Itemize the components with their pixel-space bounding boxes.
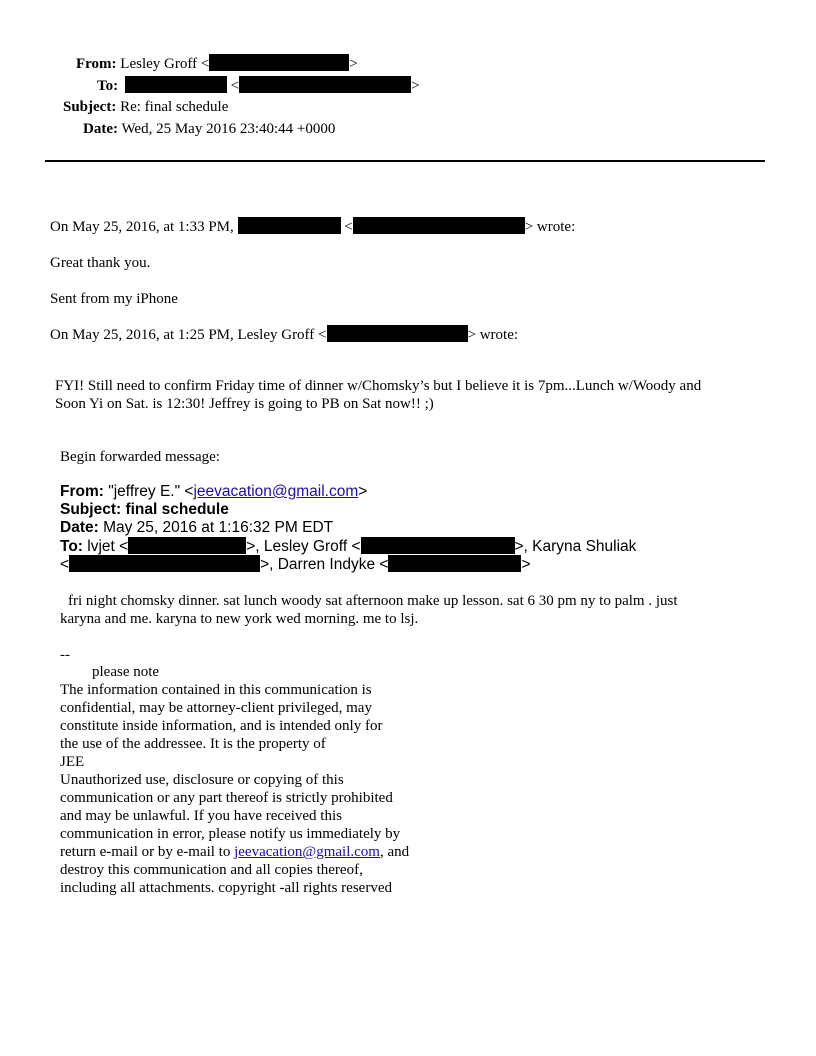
redaction-box xyxy=(128,537,246,554)
redaction-box xyxy=(125,76,227,93)
fwd-from-email-link[interactable]: jeevacation@gmail.com xyxy=(193,483,359,500)
thanks-line: Great thank you. xyxy=(50,255,151,271)
quote2-prefix: On May 25, 2016, at 1:25 PM, Lesley Groff < xyxy=(50,327,327,343)
fwd-from-row xyxy=(60,483,367,501)
fwd-subject-value: final schedule xyxy=(121,501,229,518)
fyi-line-1: FYI! Still need to confirm Friday time of dinner w/Chomsky’s but I believe it is 7pm...Lunch w/Woody and xyxy=(55,378,702,394)
redaction-box xyxy=(353,217,525,234)
header-date-value: Wed, 25 May 2016 23:40:44 +0000 xyxy=(121,121,336,137)
fwd-from-label: From: xyxy=(60,483,104,500)
quote-line-2 xyxy=(50,325,518,344)
fwd-to-row-2 xyxy=(60,555,531,574)
fwd-from-post: > xyxy=(358,483,368,500)
fwd-message-line-1: fri night chomsky dinner. sat lunch woody sat afternoon make up lesson. sat 6 30 pm ny to palm . just xyxy=(68,593,678,609)
fwd-to-mid1: >, Lesley Groff < xyxy=(246,538,361,555)
disclaimer-line: Unauthorized use, disclosure or copying of this xyxy=(60,772,344,788)
fwd-message-line-2: karyna and me. karyna to new york wed morning. me to lsj. xyxy=(60,611,419,627)
disclaimer-line: the use of the addressee. It is the property of xyxy=(60,736,326,752)
header-date-row xyxy=(83,120,335,138)
disclaimer-line: JEE xyxy=(60,754,85,770)
fwd-date-label: Date: xyxy=(60,519,99,536)
quote1-mid: < xyxy=(340,219,353,235)
disclaimer-line: The information contained in this communication is xyxy=(60,682,372,698)
header-from-label: From: xyxy=(76,56,117,72)
quote1-suffix: > wrote: xyxy=(524,219,576,235)
disclaimer-line: communication in error, please notify us immediately by xyxy=(60,826,401,842)
redaction-box xyxy=(388,555,521,572)
disclaimer-return-line xyxy=(60,843,409,861)
return-post: , and xyxy=(379,844,410,860)
header-subject-row xyxy=(63,98,228,116)
signature-separator: -- xyxy=(60,647,70,663)
header-from-value: Lesley Groff < xyxy=(120,56,210,72)
redaction-box xyxy=(69,555,260,572)
fwd-from-pre: "jeffrey E." < xyxy=(103,483,194,500)
disclaimer-block xyxy=(60,663,409,897)
header-divider xyxy=(45,160,765,162)
redaction-box xyxy=(327,325,468,342)
fwd-to-label: To: xyxy=(60,538,83,555)
header-subject-label: Subject: xyxy=(63,99,117,115)
fwd-date-row xyxy=(60,519,333,537)
fwd-to-line2-mid: >, Darren Indyke < xyxy=(260,556,389,573)
begin-forwarded: Begin forwarded message: xyxy=(60,449,220,465)
please-note: please note xyxy=(92,664,160,680)
redaction-box xyxy=(239,76,411,93)
fwd-subject-row xyxy=(60,501,229,519)
fwd-subject-label: Subject: xyxy=(60,501,122,518)
redaction-box xyxy=(238,217,341,234)
fwd-date-value: May 25, 2016 at 1:16:32 PM EDT xyxy=(98,519,334,536)
fwd-to-mid2: >, Karyna Shuliak xyxy=(514,538,637,555)
header-to-row xyxy=(97,76,420,95)
redaction-box xyxy=(361,537,515,554)
fwd-to-line2-pre: < xyxy=(60,556,70,573)
header-subject-value: Re: final schedule xyxy=(120,99,229,115)
redaction-box xyxy=(209,54,349,71)
sent-from-line: Sent from my iPhone xyxy=(50,291,178,307)
header-to-close: > xyxy=(411,78,420,94)
fwd-to-row xyxy=(60,537,636,556)
header-from-close: > xyxy=(349,56,358,72)
disclaimer-email-link[interactable]: jeevacation@gmail.com xyxy=(234,844,380,860)
header-date-label: Date: xyxy=(83,121,118,137)
disclaimer-line: and may be unlawful. If you have received this xyxy=(60,808,342,824)
header-to-sep: < xyxy=(226,78,240,94)
fwd-to-pre: lvjet < xyxy=(82,538,129,555)
quote-line-1 xyxy=(50,217,575,236)
quote1-prefix: On May 25, 2016, at 1:33 PM, xyxy=(50,219,234,235)
disclaimer-line: destroy this communication and all copies thereof, xyxy=(60,862,363,878)
disclaimer-line: confidential, may be attorney-client privileged, may xyxy=(60,700,372,716)
quote2-suffix: > wrote: xyxy=(467,327,519,343)
header-to-label: To: xyxy=(97,78,119,94)
disclaimer-line: constitute inside information, and is intended only for xyxy=(60,718,383,734)
fyi-line-2: Soon Yi on Sat. is 12:30! Jeffrey is going to PB on Sat now!! ;) xyxy=(55,396,434,412)
disclaimer-line: communication or any part thereof is strictly prohibited xyxy=(60,790,393,806)
header-from-row xyxy=(76,54,358,73)
return-pre: return e-mail or by e-mail to xyxy=(60,844,235,860)
fwd-to-line2-post: > xyxy=(521,556,531,573)
disclaimer-line: including all attachments. copyright -all rights reserved xyxy=(60,880,392,896)
